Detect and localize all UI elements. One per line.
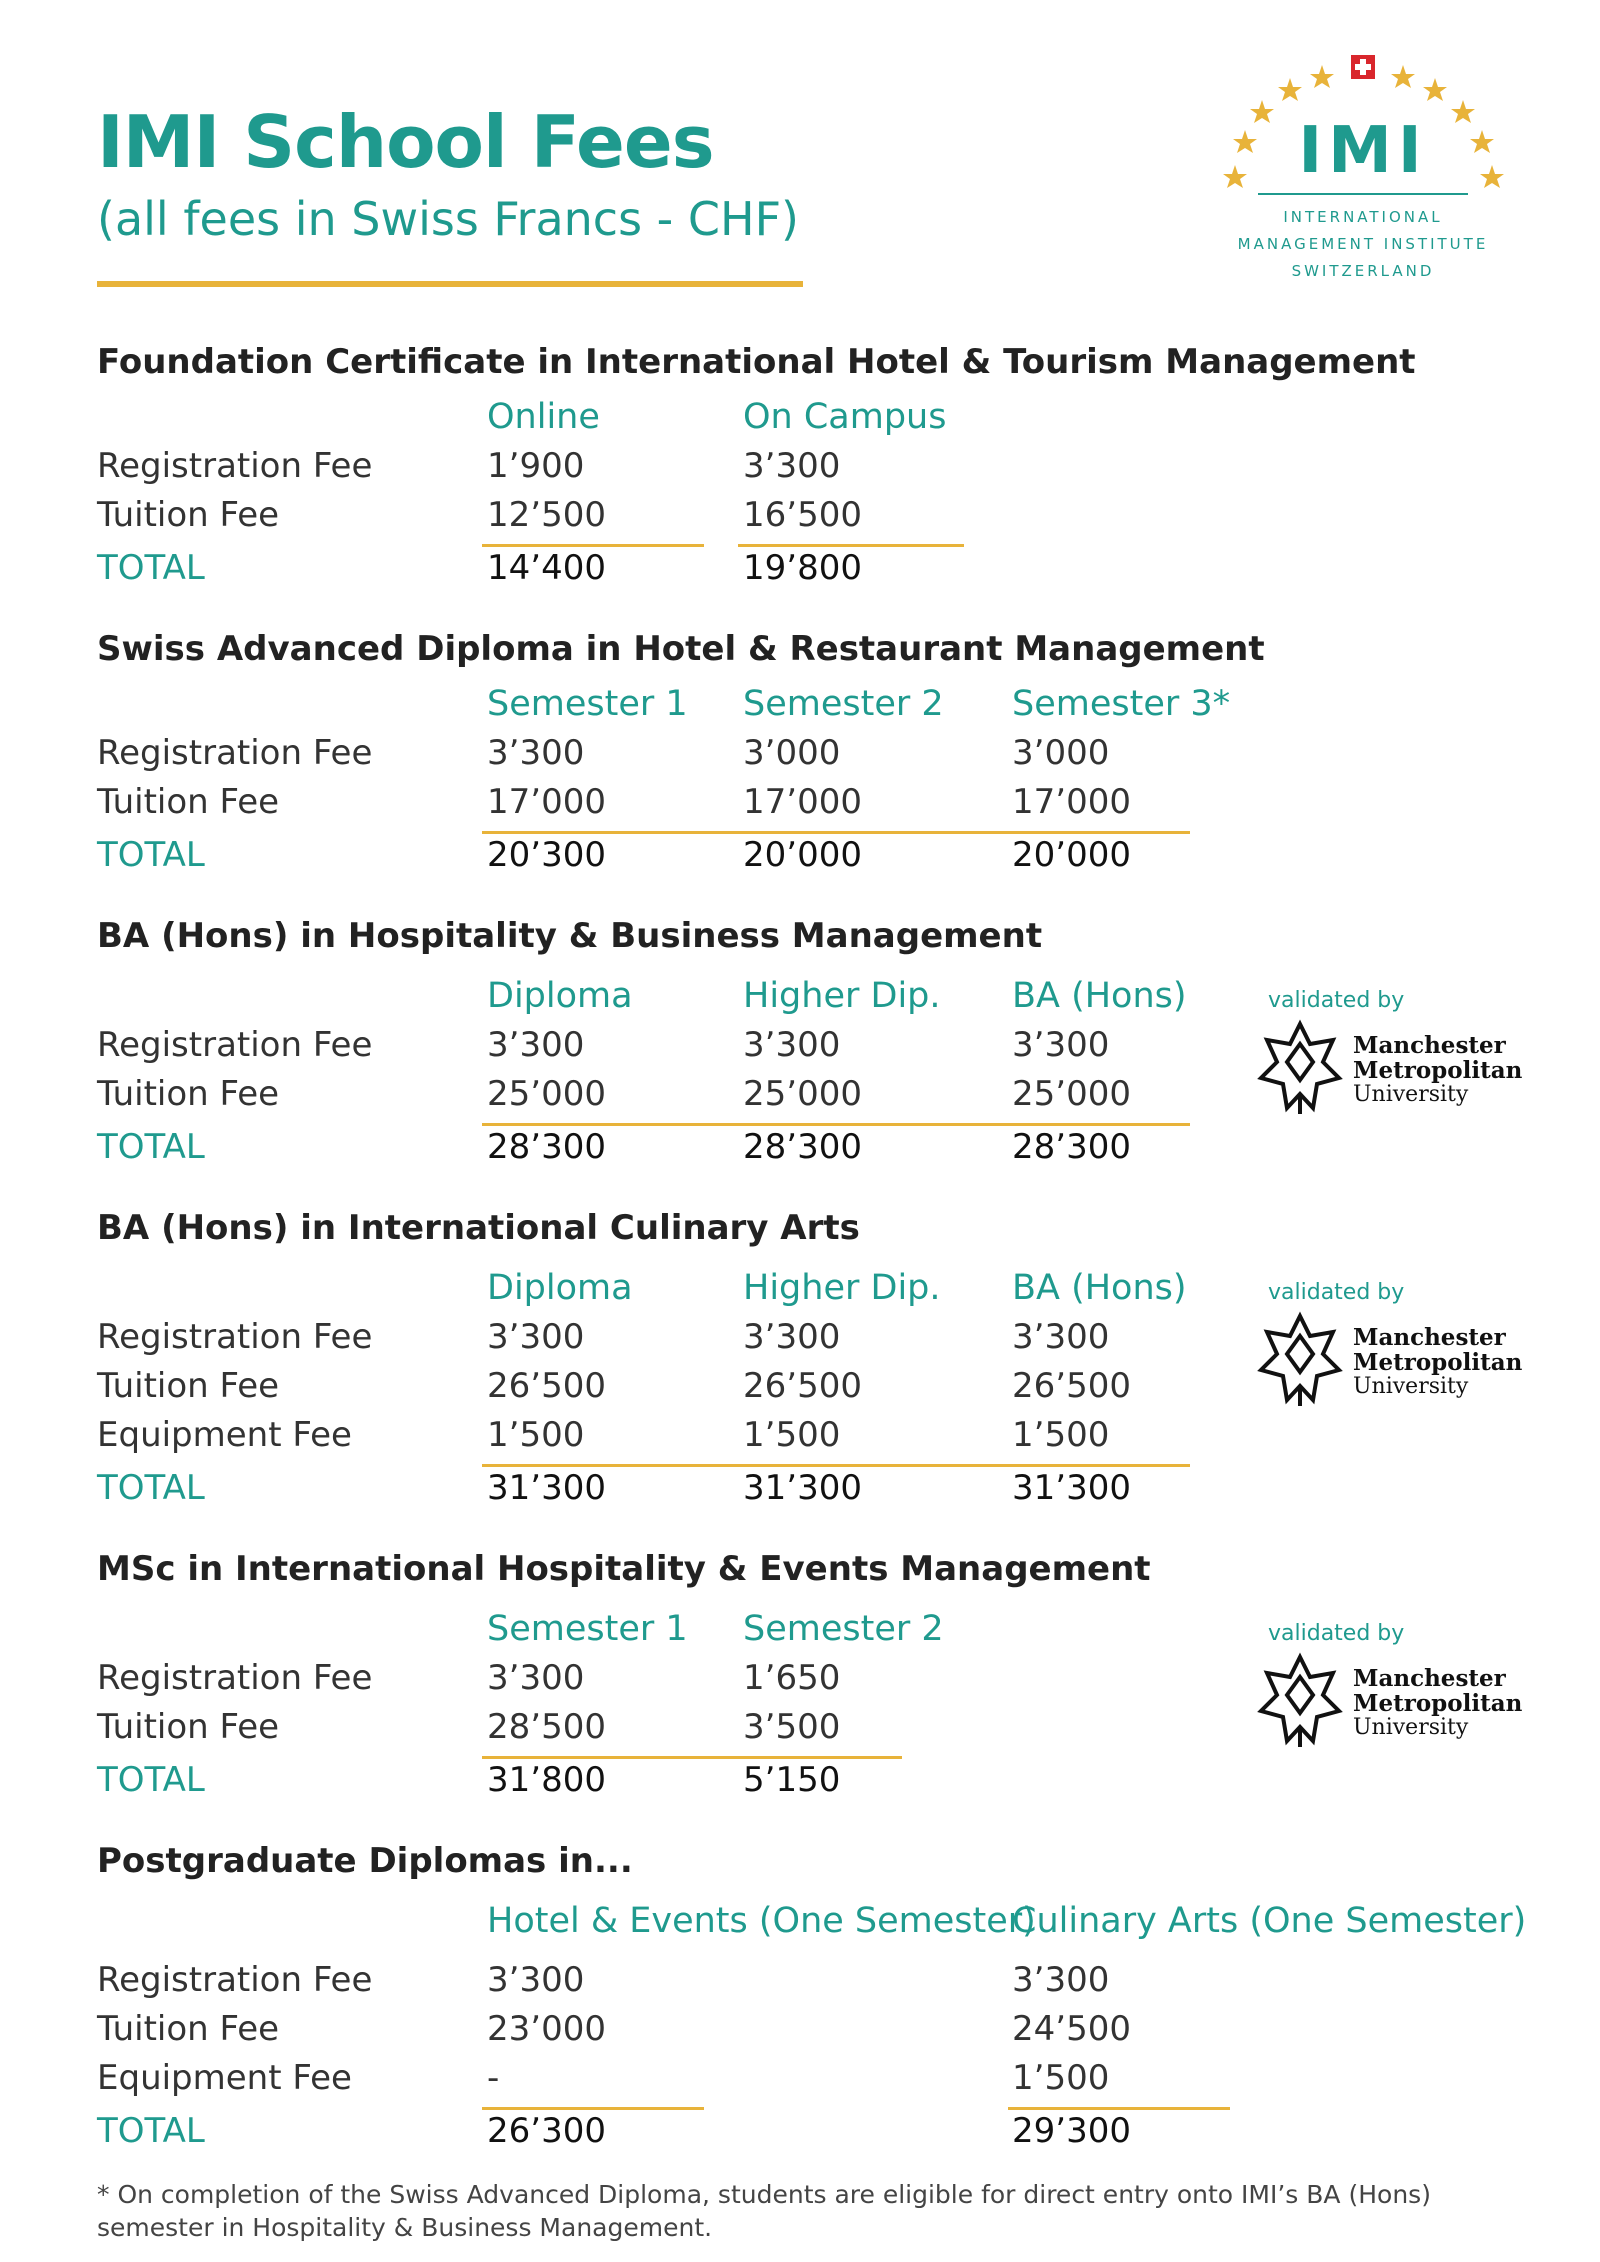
mmu-line-1: Manchester [1353,1032,1506,1059]
fee-cell: 28’500 [487,1707,606,1747]
column-header: Semester 2 [743,684,944,724]
fee-cell: 3’500 [743,1707,841,1747]
row-label: Tuition Fee [97,2009,280,2049]
fee-cell: 1’650 [743,1658,841,1698]
total-divider [1008,2107,1230,2110]
column-header: On Campus [743,397,947,437]
fee-cell: 26’500 [1012,1366,1131,1406]
validated-by-label: validated by [1268,1280,1405,1305]
total-cell: 20’000 [1012,835,1131,875]
total-label: TOTAL [97,835,205,875]
column-header: Online [487,397,600,437]
section-title: Swiss Advanced Diploma in Hotel & Restaurant Management [97,629,1265,669]
row-label: Registration Fee [97,1960,373,2000]
total-label: TOTAL [97,1760,205,1800]
row-label: Tuition Fee [97,1366,280,1406]
row-label: Tuition Fee [97,782,280,822]
total-cell: 28’300 [487,1127,606,1167]
star-icon [1470,130,1494,153]
column-header: Higher Dip. [743,1268,941,1308]
total-cell: 20’000 [743,835,862,875]
page-subtitle: (all fees in Swiss Francs - CHF) [97,192,799,246]
total-label: TOTAL [97,1127,205,1167]
total-label: TOTAL [97,2111,205,2151]
total-divider [482,1464,1190,1467]
mmu-line-1: Manchester [1353,1324,1506,1351]
column-header: Hotel & Events (One Semester) [487,1901,1036,1941]
total-cell: 28’300 [1012,1127,1131,1167]
star-icon [1233,130,1257,153]
row-label: Tuition Fee [97,1074,280,1114]
total-cell: 31’300 [1012,1468,1131,1508]
page-title: IMI School Fees [97,100,714,184]
fee-cell: - [487,2058,500,2098]
star-icon [1250,100,1274,123]
column-header: Diploma [487,976,633,1016]
column-header: Semester 2 [743,1609,944,1649]
total-label: TOTAL [97,548,205,588]
total-cell: 26’300 [487,2111,606,2151]
column-header: Semester 1 [487,1609,688,1649]
section-title: BA (Hons) in Hospitality & Business Management [97,916,1043,956]
total-cell: 5’150 [743,1760,841,1800]
fee-cell: 3’300 [487,1960,585,2000]
title-divider [97,281,803,287]
total-cell: 14’400 [487,548,606,588]
mmu-emblem-icon [1261,1657,1339,1747]
fee-cell: 25’000 [487,1074,606,1114]
total-divider [482,2107,704,2110]
section-title: MSc in International Hospitality & Events Management [97,1549,1151,1589]
mmu-logo [1255,1651,1525,1761]
logo-line-1: INTERNATIONAL [1283,208,1443,226]
mmu-emblem-icon [1261,1316,1339,1406]
row-label: Registration Fee [97,1317,373,1357]
fee-cell: 3’300 [743,1317,841,1357]
row-label: Equipment Fee [97,1415,352,1455]
mmu-line-3: University [1353,1082,1469,1107]
star-icon [1391,65,1415,88]
validated-by-label: validated by [1268,1621,1405,1646]
mmu-line-1: Manchester [1353,1665,1506,1692]
total-divider [482,544,704,547]
column-header: Diploma [487,1268,633,1308]
row-label: Registration Fee [97,1025,373,1065]
fee-cell: 3’300 [743,446,841,486]
mmu-line-2: Metropolitan [1353,1690,1523,1717]
fee-cell: 16’500 [743,495,862,535]
star-icon [1223,165,1247,188]
fee-cell: 24’500 [1012,2009,1131,2049]
row-label: Registration Fee [97,733,373,773]
column-header: Higher Dip. [743,976,941,1016]
column-header: Semester 1 [487,684,688,724]
row-label: Tuition Fee [97,1707,280,1747]
mmu-line-3: University [1353,1374,1469,1399]
footnote: * On completion of the Swiss Advanced Diploma, students are eligible for direct entry onto IMI’s BA (Hons) semester in Hospitality & Business Management. [97,2180,1431,2242]
fee-cell: 3’300 [487,1025,585,1065]
fee-cell: 3’300 [487,1658,585,1698]
fee-cell: 1’500 [1012,1415,1110,1455]
logo-text: IMI [1298,114,1428,188]
column-header: Culinary Arts (One Semester) [1012,1901,1527,1941]
fee-cell: 3’300 [1012,1960,1110,2000]
fee-cell: 1’500 [743,1415,841,1455]
row-label: Registration Fee [97,446,373,486]
fee-cell: 17’000 [487,782,606,822]
column-header: BA (Hons) [1012,1268,1187,1308]
column-header: Semester 3* [1012,684,1231,724]
star-icon [1451,100,1475,123]
row-label: Tuition Fee [97,495,280,535]
total-cell: 29’300 [1012,2111,1131,2151]
fee-cell: 1’500 [1012,2058,1110,2098]
fee-cell: 1’500 [487,1415,585,1455]
mmu-line-2: Metropolitan [1353,1349,1523,1376]
section-title: BA (Hons) in International Culinary Arts [97,1208,860,1248]
star-icon [1480,165,1504,188]
total-cell: 19’800 [743,548,862,588]
fee-cell: 3’300 [1012,1025,1110,1065]
fee-cell: 25’000 [1012,1074,1131,1114]
total-divider [482,1123,1190,1126]
fee-cell: 3’300 [487,1317,585,1357]
fee-cell: 17’000 [1012,782,1131,822]
mmu-line-2: Metropolitan [1353,1057,1523,1084]
star-icon [1278,78,1302,101]
validated-by-label: validated by [1268,988,1405,1013]
row-label: Registration Fee [97,1658,373,1698]
star-icon [1310,65,1334,88]
total-cell: 31’300 [743,1468,862,1508]
fee-cell: 3’300 [1012,1317,1110,1357]
total-divider [482,1756,902,1759]
column-header: BA (Hons) [1012,976,1187,1016]
fee-cell: 1’900 [487,446,585,486]
swiss-flag-icon [1351,55,1375,79]
mmu-emblem-icon [1261,1024,1339,1114]
mmu-logo [1255,1310,1525,1420]
fee-cell: 3’000 [1012,733,1110,773]
total-cell: 28’300 [743,1127,862,1167]
fee-cell: 26’500 [487,1366,606,1406]
mmu-line-3: University [1353,1715,1469,1740]
fee-cell: 3’300 [487,733,585,773]
total-cell: 20’300 [487,835,606,875]
total-divider [482,831,1190,834]
total-cell: 31’800 [487,1760,606,1800]
fee-cell: 26’500 [743,1366,862,1406]
fee-cell: 25’000 [743,1074,862,1114]
fee-cell: 12’500 [487,495,606,535]
row-label: Equipment Fee [97,2058,352,2098]
fee-cell: 3’000 [743,733,841,773]
total-cell: 31’300 [487,1468,606,1508]
logo-line-3: SWITZERLAND [1291,262,1435,280]
fee-cell: 23’000 [487,2009,606,2049]
fee-cell: 3’300 [743,1025,841,1065]
fee-cell: 17’000 [743,782,862,822]
total-label: TOTAL [97,1468,205,1508]
imi-logo [1220,50,1520,290]
total-divider [738,544,964,547]
section-title: Foundation Certificate in International Hotel & Tourism Management [97,342,1416,382]
logo-line-2: MANAGEMENT INSTITUTE [1237,235,1489,253]
star-icon [1423,78,1447,101]
section-title: Postgraduate Diplomas in... [97,1841,633,1881]
mmu-logo [1255,1018,1525,1128]
